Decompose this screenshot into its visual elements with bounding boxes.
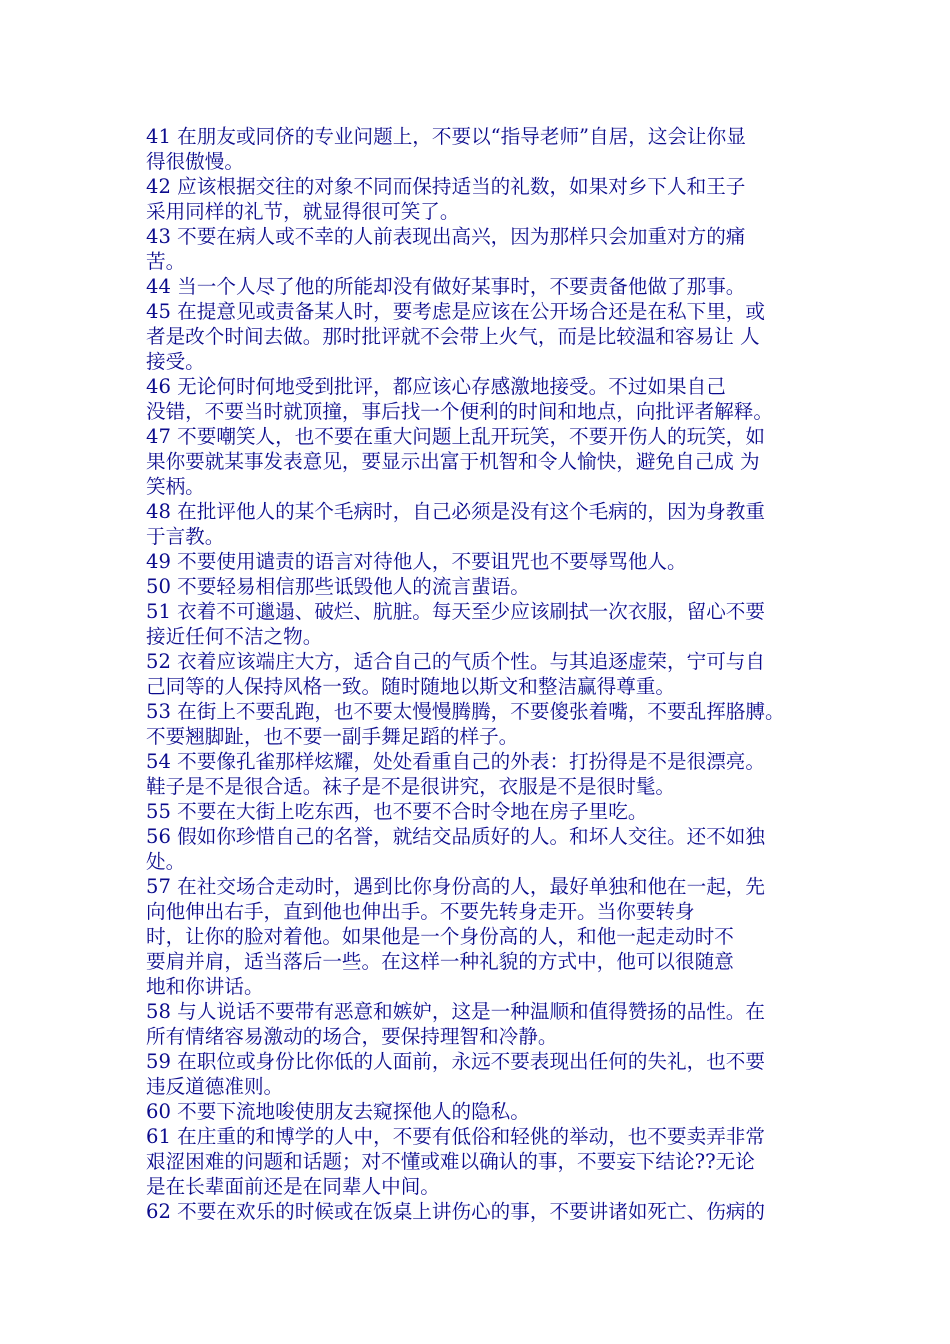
text-line: 时，让你的脸对着他。如果他是一个身份高的人，和他一起走动时不 <box>146 925 734 948</box>
text-line: 于言教。 <box>146 525 225 548</box>
text-line: 54 不要像孔雀那样炫耀，处处看重自己的外表：打扮得是不是很漂亮。 <box>146 750 765 773</box>
text-line: 50 不要轻易相信那些诋毁他人的流言蜚语。 <box>146 575 530 598</box>
body-text <box>146 124 826 1224</box>
text-line: 不要翘脚趾，也不要一副手舞足蹈的样子。 <box>146 725 519 748</box>
text-line: 42 应该根据交往的对象不同而保持适当的礼数，如果对乡下人和王子 <box>146 175 746 198</box>
text-line: 60 不要下流地唆使朋友去窥探他人的隐私。 <box>146 1100 530 1123</box>
text-line: 57 在社交场合走动时，遇到比你身份高的人，最好单独和他在一起，先 <box>146 875 765 898</box>
text-line: 48 在批评他人的某个毛病时，自己必须是没有这个毛病的，因为身教重 <box>146 500 765 523</box>
text-line: 62 不要在欢乐的时候或在饭桌上讲伤心的事，不要讲诸如死亡、伤病的 <box>146 1200 765 1223</box>
text-line: 是在长辈面前还是在同辈人中间。 <box>146 1175 440 1198</box>
text-line: 45 在提意见或责备某人时，要考虑是应该在公开场合还是在私下里，或 <box>146 300 765 323</box>
text-line: 61 在庄重的和博学的人中，不要有低俗和轻佻的举动，也不要卖弄非常 <box>146 1125 765 1148</box>
text-line: 苦。 <box>146 250 186 273</box>
text-line: 没错，不要当时就顶撞，事后找一个便利的时间和地点，向批评者解释。 <box>146 400 773 423</box>
text-line: 鞋子是不是很合适。袜子是不是很讲究，衣服是不是很时髦。 <box>146 775 676 798</box>
text-line: 果你要就某事发表意见，要显示出富于机智和令人愉快，避免自己成 为 <box>146 450 760 473</box>
text-line: 52 衣着应该端庄大方，适合自己的气质个性。与其追逐虚荣，宁可与自 <box>146 650 765 673</box>
text-line: 47 不要嘲笑人，也不要在重大问题上乱开玩笑，不要开伤人的玩笑，如 <box>146 425 765 448</box>
text-line: 所有情绪容易激动的场合，要保持理智和冷静。 <box>146 1025 558 1048</box>
text-line: 43 不要在病人或不幸的人前表现出高兴，因为那样只会加重对方的痛 <box>146 225 746 248</box>
text-line: 58 与人说话不要带有恶意和嫉妒，这是一种温顺和值得赞扬的品性。在 <box>146 1000 765 1023</box>
text-line: 采用同样的礼节，就显得很可笑了。 <box>146 200 460 223</box>
text-line: 要肩并肩，适当落后一些。在这样一种礼貌的方式中，他可以很随意 <box>146 950 734 973</box>
text-line: 46 无论何时何地受到批评，都应该心存感激地接受。不过如果自己 <box>146 375 726 398</box>
text-line: 56 假如你珍惜自己的名誉，就结交品质好的人。和坏人交往。还不如独 <box>146 825 765 848</box>
text-line: 违反道德准则。 <box>146 1075 284 1098</box>
text-line: 地和你讲话。 <box>146 975 264 998</box>
text-line: 得很傲慢。 <box>146 150 244 173</box>
text-line: 者是改个时间去做。那时批评就不会带上火气，而是比较温和容易让 人 <box>146 325 760 348</box>
text-line: 49 不要使用谴责的语言对待他人，不要诅咒也不要辱骂他人。 <box>146 550 687 573</box>
text-line: 接受。 <box>146 350 205 373</box>
text-line: 44 当一个人尽了他的所能却没有做好某事时，不要责备他做了那事。 <box>146 275 746 298</box>
text-line: 55 不要在大街上吃东西，也不要不合时令地在房子里吃。 <box>146 800 648 823</box>
text-line: 59 在职位或身份比你低的人面前，永远不要表现出任何的失礼，也不要 <box>146 1050 765 1073</box>
text-line: 处。 <box>146 850 186 873</box>
text-line: 53 在街上不要乱跑，也不要太慢慢腾腾，不要傻张着嘴，不要乱挥胳膊。 <box>146 700 785 723</box>
text-line: 艰涩困难的问题和话题；对不懂或难以确认的事，不要妄下结论??无论 <box>146 1150 755 1173</box>
text-line: 笑柄。 <box>146 475 205 498</box>
text-line: 接近任何不洁之物。 <box>146 625 323 648</box>
text-line: 向他伸出右手，直到他也伸出手。不要先转身走开。当你要转身 <box>146 900 695 923</box>
text-line: 己同等的人保持风格一致。随时随地以斯文和整洁赢得尊重。 <box>146 675 676 698</box>
text-line: 41 在朋友或同侪的专业问题上，不要以“指导老师”自居，这会让你显 <box>146 125 746 148</box>
text-line: 51 衣着不可邋遢、破烂、肮脏。每天至少应该刷拭一次衣服，留心不要 <box>146 600 765 623</box>
